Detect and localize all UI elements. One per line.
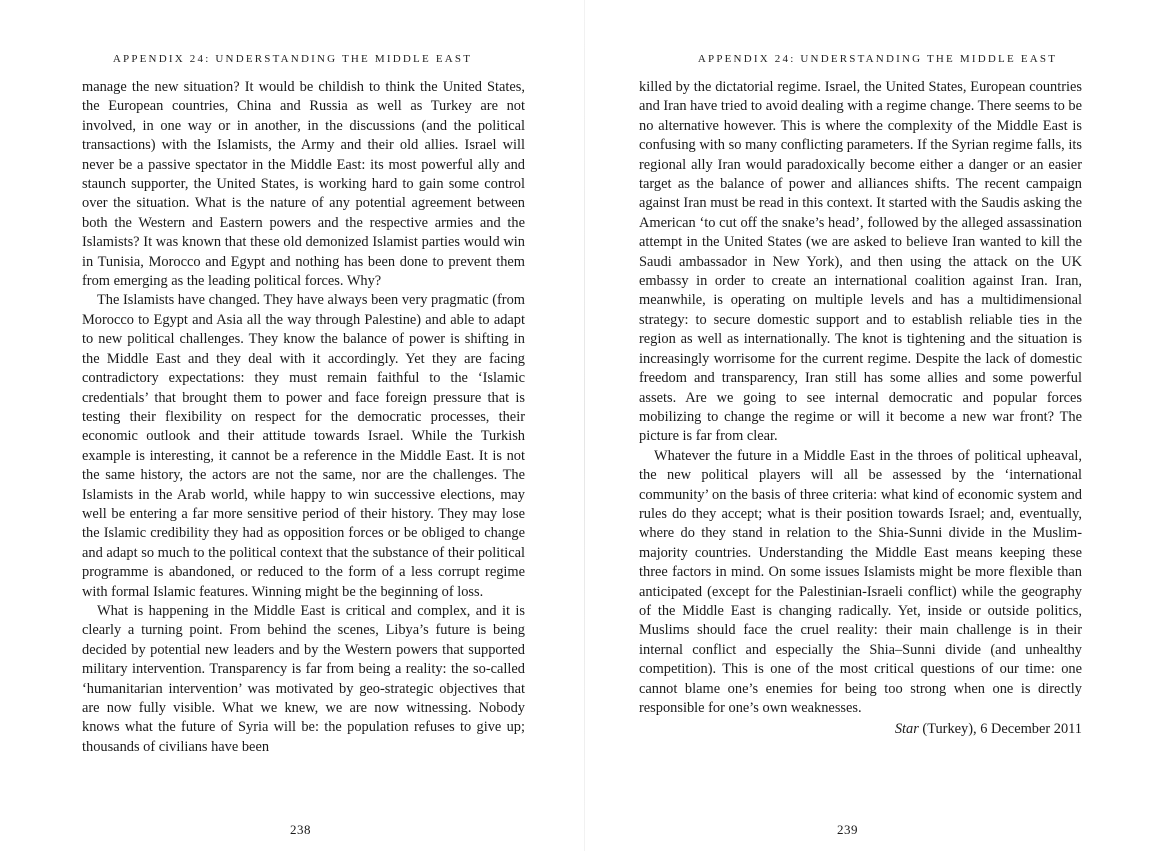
- page-number-right: 239: [837, 822, 858, 837]
- paragraph: The Islamists have changed. They have always been very pragmatic (from Morocco to Egypt and Asia all the way through Palestine) and able to adapt to new political challenges. They know the balance of power is shifting in the Middle East and they deal with it accordingly. Yet they are facing contradictory expectations: they must remain faithful to the ‘Islamic credentials’ that brought them to power and face foreign pressure that is testing their flexibility on respect for the democratic processes, their economic outlook and their attitude towards Israel. While the Turkish example is interesting, it cannot be a reference in the Middle East. It is not the same history, the actors are not the same, nor are the challenges. The Islamists in the Arab world, while happy to win successive elections, may well be entering a far more sensitive period of their history. They may lose the Islamic credibility they had as opposition forces or be obliged to change and adapt so much to the political context that the substance of their political programme is abandoned, or reduced to the form of a less corrupt regime with formal Islamic features. Winning might be the beginning of loss.: [82, 292, 525, 600]
- running-head-right: APPENDIX 24: UNDERSTANDING THE MIDDLE EAST: [697, 53, 1058, 65]
- paragraph: Whatever the future in a Middle East in the throes of political upheaval, the new political players will all be assessed by the ‘international community’ on the basis of three criteria: what kind of economic system and rules do they accept; what is their position towards Israel; and, eventually, where do they stand in relation to the Shia-Sunni divide in the Muslim-majority countries. Understanding the Middle East means keeping these three factors in mind. On some issues Islamists might be more flexible than anticipated (except for the Palestinian-Israeli conflict) while the geography of the Middle East is changing radically. Yet, inside or outside politics, Muslims should face the cruel reality: their main challenge is in their internal conflict and especially the Shia–Sunni divide (and unhealthy competition). This is one of the most critical questions of our time: one cannot blame one’s enemies for being too strong when one is directly responsible for one’s own weaknesses.: [639, 447, 1082, 716]
- publication-date: (Turkey), 6 December 2011: [918, 721, 1082, 738]
- paragraph: manage the new situation? It would be childish to think the United States, the European countries, China and Russia as well as Turkey are not involved, in one way or in another, in the discussions (and the political transactions) with the Islamists, the Army and their old allies. Israel will never be a passive spectator in the Middle East: its most powerful ally and staunch supporter, the United States, is working hard to gain some control over the situation. What is the nature of any potential agreement between both the Western and Eastern powers and the respective armies and the Islamists? It was known that these old demonized Islamist parties would win in Tunisia, Morocco and Egypt and nothing has been done to prevent them from emerging as the leading political forces. Why?: [82, 79, 525, 290]
- running-head-left: APPENDIX 24: UNDERSTANDING THE MIDDLE EAST: [112, 53, 473, 65]
- paragraph: What is happening in the Middle East is critical and complex, and it is clearly a turning point. From behind the scenes, Libya’s future is being decided by potential new leaders and by the Western powers that supported military intervention. Transparency is far from being a reality: the so-called ‘humanitarian intervention’ was motivated by geo-strategic objectives that are now fully visible. What we knew, we are now witnessing. Nobody knows what the future of Syria will be: the population refuses to give up; thousands of civilians have been: [82, 602, 525, 755]
- source-signoff: [639, 720, 1082, 739]
- right-page-body: [639, 78, 1082, 740]
- right-page: [585, 0, 1170, 851]
- left-page-body: [82, 78, 525, 757]
- page-number-left: 238: [290, 822, 311, 837]
- paragraph: killed by the dictatorial regime. Israel, the United States, European countries and Iran have tried to avoid dealing with a regime change. There seems to be no alternative however. This is where the complexity of the Middle East is confusing with so many conflicting parameters. If the Syrian regime falls, its regional ally Iran would paradoxically become either a danger or an easier target as the balance of power and alliances shifts. The recent campaign against Iran must be read in this context. It started with the Saudis asking the American ‘to cut off the snake’s head’, followed by the alleged assassination attempt in the United States (we are asked to believe Iran wanted to kill the Saudi ambassador in New York), and then using the attack on the UK embassy in order to create an international coalition against Iran. Iran, meanwhile, is operating on multiple levels and has a multidimensional strategy: to secure domestic support and to establish reliable ties in the region as well as internationally. The knot is tightening and the situation is increasingly worrisome for the current regime. Despite the lack of domestic freedom and transparency, Iran still has some allies and some powerful assets. Are we going to see internal democratic and popular forces mobilizing to change the regime or will it become a new war front? The picture is far from clear.: [639, 79, 1082, 445]
- publication-name: Star: [894, 721, 919, 738]
